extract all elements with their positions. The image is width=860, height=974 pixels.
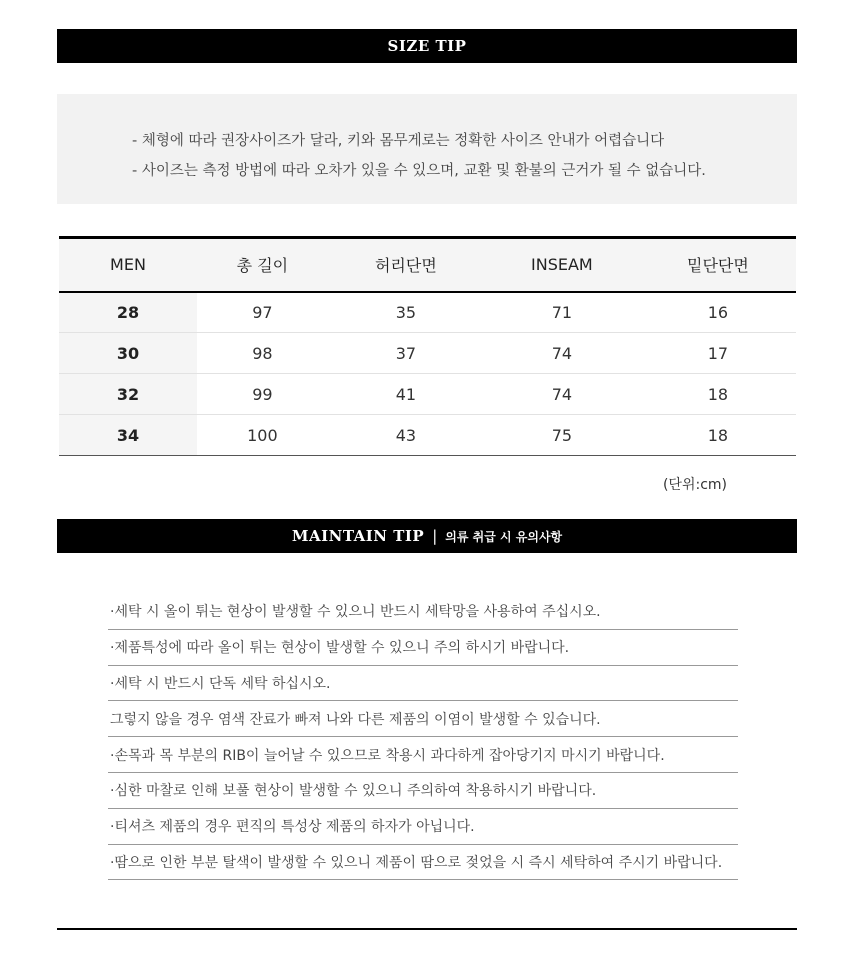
size-table-header: INSEAM xyxy=(484,238,640,292)
size-label: 34 xyxy=(59,415,197,456)
size-tip-notes-box xyxy=(57,94,797,204)
size-label: 30 xyxy=(59,333,197,374)
table-cell: 35 xyxy=(328,292,484,333)
size-table-header-row xyxy=(59,238,796,292)
list-item: ·제품특성에 따라 올이 튀는 현상이 발생할 수 있으니 주의 하시기 바랍니다. xyxy=(108,630,738,666)
table-row xyxy=(59,292,796,333)
table-cell: 16 xyxy=(640,292,796,333)
table-cell: 41 xyxy=(328,374,484,415)
size-tip-note: - 사이즈는 측정 방법에 따라 오차가 있을 수 있으며, 교환 및 환불의 근거가 될 수 없습니다. xyxy=(132,163,706,179)
list-item: ·땀으로 인한 부분 탈색이 발생할 수 있으니 제품이 땀으로 젖었을 시 즉시 세탁하여 주시기 바랍니다. xyxy=(108,845,738,881)
size-table-header: 밑단단면 xyxy=(640,238,796,292)
table-cell: 37 xyxy=(328,333,484,374)
table-cell: 18 xyxy=(640,415,796,456)
size-table-header: 허리단면 xyxy=(328,238,484,292)
size-tip-title: SIZE TIP xyxy=(387,37,467,55)
size-label: 28 xyxy=(59,292,197,333)
table-row xyxy=(59,374,796,415)
list-item: ·손목과 목 부분의 RIB이 늘어날 수 있으므로 착용시 과다하게 잡아당기지 마시기 바랍니다. xyxy=(108,737,738,773)
maintain-tip-header xyxy=(57,519,797,553)
size-table xyxy=(59,236,796,456)
size-tip-note: - 체형에 따라 권장사이즈가 달라, 키와 몸무게로는 정확한 사이즈 안내가 어렵습니다 xyxy=(132,133,665,149)
table-cell: 71 xyxy=(484,292,640,333)
maintain-tip-subtitle: 의류 취급 시 유의사항 xyxy=(445,529,563,544)
table-cell: 75 xyxy=(484,415,640,456)
table-row xyxy=(59,333,796,374)
table-cell: 74 xyxy=(484,333,640,374)
bottom-divider xyxy=(57,928,797,930)
size-label: 32 xyxy=(59,374,197,415)
list-item: ·세탁 시 반드시 단독 세탁 하십시오. xyxy=(108,666,738,702)
list-item: ·티셔츠 제품의 경우 편직의 특성상 제품의 하자가 아닙니다. xyxy=(108,809,738,845)
table-cell: 43 xyxy=(328,415,484,456)
care-instructions-list xyxy=(108,594,738,880)
list-item: ·세탁 시 올이 튀는 현상이 발생할 수 있으니 반드시 세탁망을 사용하여 주십시오. xyxy=(108,594,738,630)
title-separator: | xyxy=(432,527,438,545)
table-cell: 99 xyxy=(197,374,328,415)
size-table-header: 총 길이 xyxy=(197,238,328,292)
table-row xyxy=(59,415,796,456)
size-table-header: MEN xyxy=(59,238,197,292)
table-cell: 17 xyxy=(640,333,796,374)
table-cell: 98 xyxy=(197,333,328,374)
table-cell: 100 xyxy=(197,415,328,456)
table-cell: 97 xyxy=(197,292,328,333)
size-tip-header xyxy=(57,29,797,63)
table-cell: 18 xyxy=(640,374,796,415)
unit-label: (단위:cm) xyxy=(662,477,727,493)
maintain-tip-title: MAINTAIN TIP xyxy=(291,527,425,545)
list-item: ·심한 마찰로 인해 보풀 현상이 발생할 수 있으니 주의하여 착용하시기 바랍니다. xyxy=(108,773,738,809)
table-cell: 74 xyxy=(484,374,640,415)
list-item: 그렇지 않을 경우 염색 잔료가 빠져 나와 다른 제품의 이염이 발생할 수 있습니다. xyxy=(108,701,738,737)
